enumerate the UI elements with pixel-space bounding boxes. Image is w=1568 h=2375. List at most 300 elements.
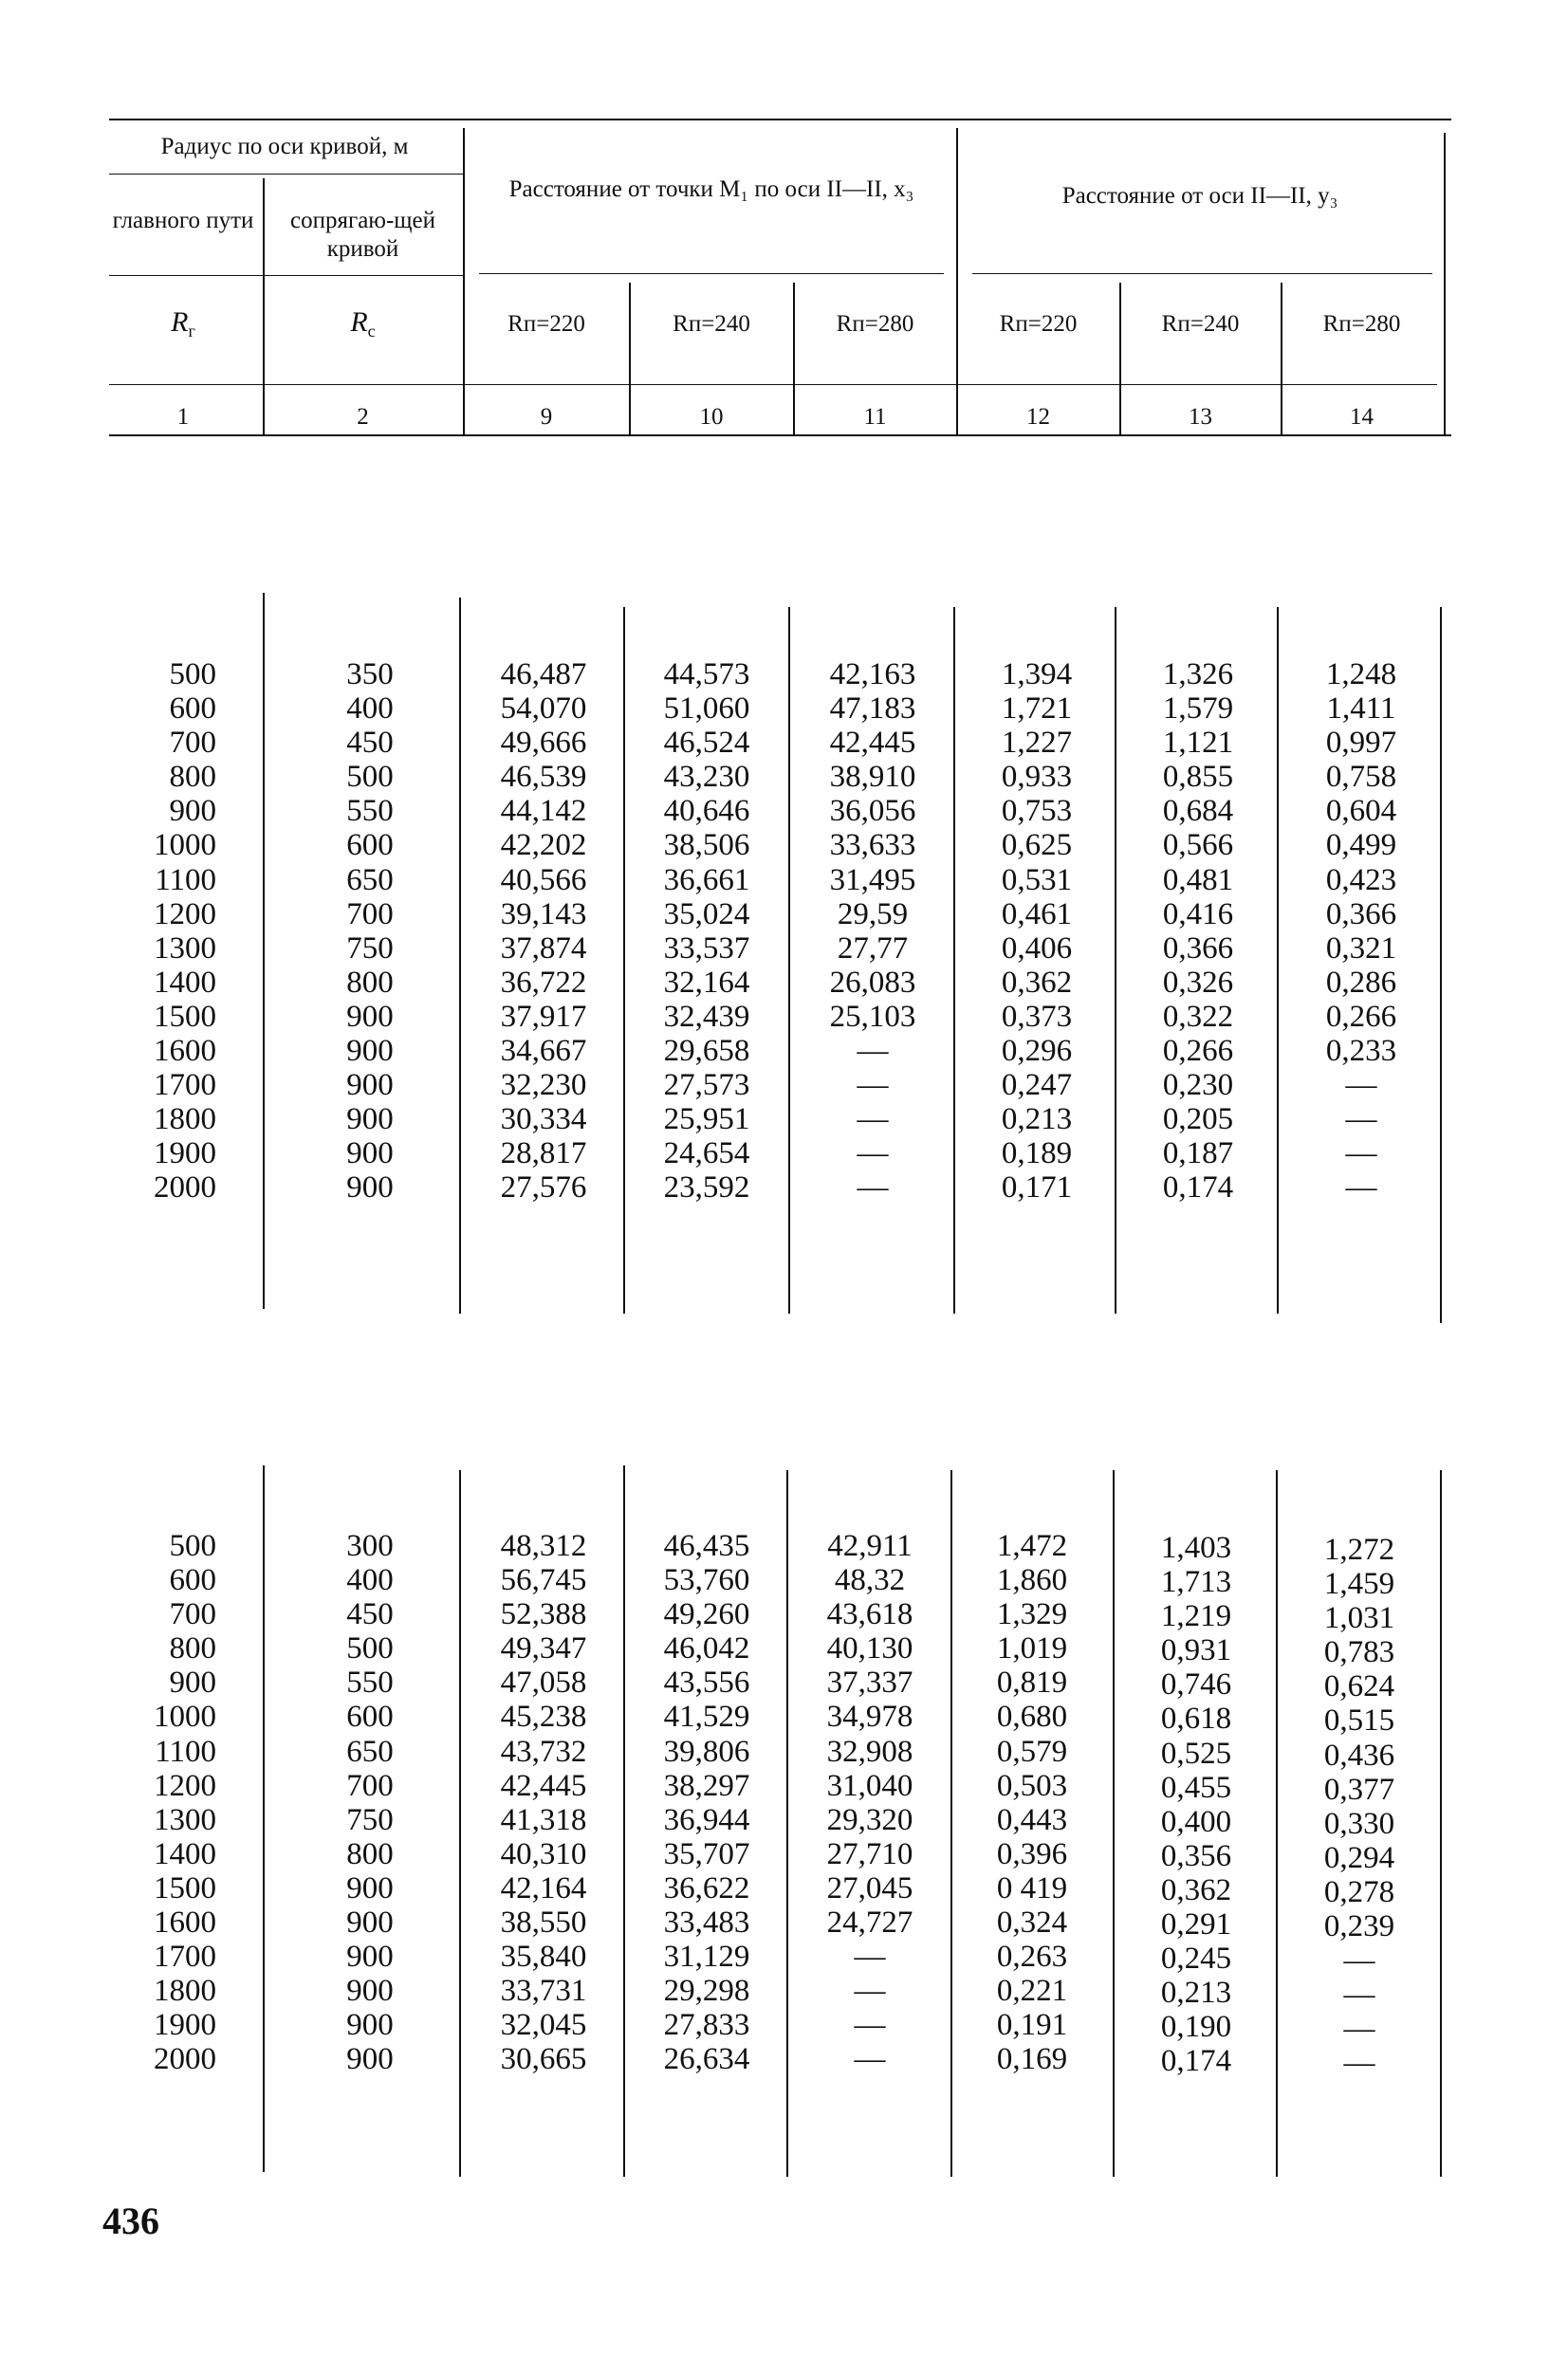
cell: 47,183 xyxy=(829,691,916,727)
header-vline xyxy=(263,178,265,434)
block2-col-y240 xyxy=(1125,1531,1267,2079)
cell: 53,760 xyxy=(663,1563,750,1598)
cell: 0,423 xyxy=(1325,862,1397,897)
col-number: 2 xyxy=(357,404,369,430)
cell: 37,917 xyxy=(500,999,587,1034)
cell: 0,169 xyxy=(996,2042,1068,2077)
cell: 34,667 xyxy=(500,1034,587,1069)
header-hline xyxy=(972,273,1432,274)
cell: 0,324 xyxy=(996,1906,1068,1941)
cell: 900 xyxy=(346,1170,394,1206)
cell: 600 xyxy=(346,1700,394,1735)
cell: 0,321 xyxy=(1325,930,1397,966)
cell: 0,499 xyxy=(1325,828,1397,863)
cell: 900 xyxy=(346,1906,394,1941)
cell: 900 xyxy=(346,1870,394,1906)
cell: 1600 xyxy=(154,1034,216,1069)
cell: 0,263 xyxy=(996,1940,1068,1975)
rg-symbol: $R_г$ xyxy=(171,306,195,341)
cell: 1800 xyxy=(154,1974,216,2009)
cell: 40,646 xyxy=(663,794,750,829)
cell: 0,855 xyxy=(1162,760,1234,795)
cell: 32,230 xyxy=(500,1068,587,1103)
header-top-rule xyxy=(109,119,1451,120)
cell: 0,174 xyxy=(1162,1170,1234,1206)
cell: 33,731 xyxy=(500,1974,587,2009)
cell: 35,840 xyxy=(500,1940,587,1975)
cell: 900 xyxy=(346,1034,394,1069)
cell: 32,439 xyxy=(663,999,750,1034)
cell: 32,045 xyxy=(500,2008,587,2043)
cell: — xyxy=(854,2042,886,2077)
cell: 1200 xyxy=(154,896,216,931)
cell: 48,32 xyxy=(834,1563,906,1598)
rp-240-y: Rп=240 xyxy=(1161,311,1240,337)
cell: 350 xyxy=(346,657,394,691)
cell: 400 xyxy=(346,1563,394,1598)
col-number: 12 xyxy=(1026,404,1050,430)
cell: — xyxy=(1343,1978,1375,2013)
col-number: 9 xyxy=(540,404,553,430)
cell: 35,024 xyxy=(663,896,750,931)
cell: 1300 xyxy=(154,930,216,966)
cell: 39,806 xyxy=(663,1734,750,1769)
rp-280-x: Rп=280 xyxy=(836,311,914,337)
cell: 25,951 xyxy=(663,1102,750,1137)
cell: 1,248 xyxy=(1325,657,1397,691)
cell: 49,260 xyxy=(663,1597,750,1632)
header-hline xyxy=(109,384,1437,385)
cell: 900 xyxy=(346,999,394,1034)
cell: 600 xyxy=(169,691,216,727)
cell: 31,129 xyxy=(663,1940,750,1975)
cell: 0,189 xyxy=(1001,1136,1073,1171)
cell: 38,550 xyxy=(500,1906,587,1941)
cell: 0,239 xyxy=(1323,1909,1395,1944)
cell: 41,318 xyxy=(500,1802,587,1837)
cell: 0,190 xyxy=(1160,2010,1232,2045)
header-vline xyxy=(1444,133,1446,436)
block1-vline xyxy=(623,607,625,1314)
cell: 25,103 xyxy=(829,999,916,1034)
cell: 1,860 xyxy=(996,1563,1068,1598)
cell: 48,312 xyxy=(500,1529,587,1563)
cell: 0,931 xyxy=(1160,1633,1232,1668)
rp-220-y: Rп=220 xyxy=(999,311,1078,337)
cell: 46,539 xyxy=(500,760,587,795)
cell: 29,59 xyxy=(837,896,909,931)
block2-col-x240 xyxy=(636,1529,778,2077)
cell: 300 xyxy=(346,1529,394,1563)
cell: 31,040 xyxy=(826,1768,913,1803)
cell: 900 xyxy=(346,2008,394,2043)
cell: 0 419 xyxy=(996,1870,1068,1906)
cell: 54,070 xyxy=(500,691,587,727)
cell: 26,634 xyxy=(663,2042,750,2077)
block1-vline xyxy=(788,607,790,1314)
cell: 30,334 xyxy=(500,1102,587,1137)
cell: 40,566 xyxy=(500,862,587,897)
cell: 36,056 xyxy=(829,794,916,829)
cell: 0,213 xyxy=(1160,1976,1232,2011)
header-hline xyxy=(479,273,944,274)
cell: 46,524 xyxy=(663,726,750,761)
cell: 600 xyxy=(169,1563,216,1598)
cell: 56,745 xyxy=(500,1563,587,1598)
cell: 800 xyxy=(346,1836,394,1871)
cell: 2000 xyxy=(154,2042,216,2077)
rp-220-x: Rп=220 xyxy=(507,311,585,337)
rp-240-x: Rп=240 xyxy=(673,311,750,337)
block2-vline xyxy=(263,1465,265,2172)
header-vline xyxy=(463,128,465,434)
cell: 43,618 xyxy=(826,1597,913,1632)
cell: 0,322 xyxy=(1162,999,1234,1034)
cell: 33,483 xyxy=(663,1906,750,1941)
cell: 36,622 xyxy=(663,1870,750,1906)
cell: 44,573 xyxy=(663,657,750,691)
block2-col-rc xyxy=(313,1529,427,2077)
cell: 0,579 xyxy=(996,1734,1068,1769)
cell: 1300 xyxy=(154,1802,216,1837)
col-number: 1 xyxy=(176,404,190,430)
block1-vline xyxy=(953,607,955,1314)
cell: 450 xyxy=(346,726,394,761)
cell: 0,503 xyxy=(996,1768,1068,1803)
cell: 23,592 xyxy=(663,1170,750,1206)
cell: 0,997 xyxy=(1325,726,1397,761)
cell: 42,164 xyxy=(500,1870,587,1906)
cell: 900 xyxy=(346,1974,394,2009)
cell: 0,221 xyxy=(996,1974,1068,2009)
cell: 1400 xyxy=(154,965,216,1000)
block2-vline xyxy=(459,1470,461,2177)
cell: 49,347 xyxy=(500,1631,587,1666)
cell: 1,326 xyxy=(1162,657,1234,691)
cell: 43,732 xyxy=(500,1734,587,1769)
cell: — xyxy=(854,2008,886,2043)
cell: 1,219 xyxy=(1160,1599,1232,1634)
block1-col-x280 xyxy=(802,657,944,1206)
cell: 0,515 xyxy=(1323,1703,1395,1739)
cell: 550 xyxy=(346,794,394,829)
cell: 24,727 xyxy=(826,1906,913,1941)
cell: 0,233 xyxy=(1325,1034,1397,1069)
cell: 500 xyxy=(346,1631,394,1666)
cell: 28,817 xyxy=(500,1136,587,1171)
cell: 500 xyxy=(169,1529,216,1563)
cell: — xyxy=(1345,1136,1377,1171)
cell: 0,356 xyxy=(1160,1838,1232,1873)
header-vline xyxy=(1281,283,1282,434)
cell: 1,472 xyxy=(996,1529,1068,1563)
cell: 0,443 xyxy=(996,1802,1068,1837)
cell: 900 xyxy=(169,794,216,829)
cell: 800 xyxy=(169,1631,216,1666)
cell: 42,445 xyxy=(500,1768,587,1803)
block2-vline xyxy=(623,1465,625,2177)
cell: 0,396 xyxy=(996,1836,1068,1871)
header-hline xyxy=(109,174,463,175)
block1-col-rc xyxy=(313,657,427,1206)
rc-symbol: $R_с$ xyxy=(350,306,376,341)
cell: 49,666 xyxy=(500,726,587,761)
cell: 700 xyxy=(346,1768,394,1803)
cell: — xyxy=(857,1136,889,1171)
cell: 800 xyxy=(169,760,216,795)
cell: 1100 xyxy=(155,1734,216,1769)
block1-col-y280 xyxy=(1290,657,1432,1206)
cell: 40,130 xyxy=(826,1631,913,1666)
cell: 33,537 xyxy=(663,930,750,966)
cell: 0,933 xyxy=(1001,760,1073,795)
col-number: 10 xyxy=(699,404,724,430)
cell: 900 xyxy=(346,1136,394,1171)
cell: 0,294 xyxy=(1323,1840,1395,1875)
cell: 1700 xyxy=(154,1068,216,1103)
cell: 0,680 xyxy=(996,1700,1068,1735)
cell: — xyxy=(854,1940,886,1975)
page-number: 436 xyxy=(102,2200,159,2242)
cell: 700 xyxy=(169,1597,216,1632)
cell: 750 xyxy=(346,930,394,966)
col-number: 11 xyxy=(863,404,887,430)
cell: 400 xyxy=(346,691,394,727)
main-track-header: главного пути xyxy=(112,208,254,233)
cell: — xyxy=(1343,2012,1375,2047)
cell: 1,272 xyxy=(1323,1533,1395,1567)
cell: 46,435 xyxy=(663,1529,750,1563)
cell: 37,337 xyxy=(826,1666,913,1701)
cell: 35,707 xyxy=(663,1836,750,1871)
cell: 900 xyxy=(346,1102,394,1137)
cell: 500 xyxy=(346,760,394,795)
cell: 46,487 xyxy=(500,657,587,691)
cell: 1,721 xyxy=(1001,691,1073,727)
cell: 0,366 xyxy=(1162,930,1234,966)
cell: 0,373 xyxy=(1001,999,1073,1034)
cell: 0,525 xyxy=(1160,1736,1232,1771)
cell: 1000 xyxy=(154,1700,216,1735)
cell: 38,910 xyxy=(829,760,916,795)
col-number: 14 xyxy=(1350,404,1374,430)
cell: 1,329 xyxy=(996,1597,1068,1632)
cell: 1400 xyxy=(154,1836,216,1871)
cell: 27,833 xyxy=(663,2008,750,2043)
cell: 0,746 xyxy=(1160,1667,1232,1703)
cell: 0,625 xyxy=(1001,828,1073,863)
cell: 1500 xyxy=(154,1870,216,1906)
cell: 0,266 xyxy=(1162,1034,1234,1069)
cell: 43,230 xyxy=(663,760,750,795)
cell: 900 xyxy=(346,1068,394,1103)
cell: 0,362 xyxy=(1160,1872,1232,1907)
cell: 0,461 xyxy=(1001,896,1073,931)
cell: 29,320 xyxy=(826,1802,913,1837)
cell: 1700 xyxy=(154,1940,216,1975)
block1-vline xyxy=(263,593,265,1309)
cell: — xyxy=(857,1170,889,1206)
cell: 0,330 xyxy=(1323,1806,1395,1841)
cell: 0,213 xyxy=(1001,1102,1073,1137)
cell: 1900 xyxy=(154,2008,216,2043)
cell: 0,291 xyxy=(1160,1907,1232,1942)
cell: 0,783 xyxy=(1323,1635,1395,1670)
cell: 0,230 xyxy=(1162,1068,1234,1103)
block2-col-rg xyxy=(133,1529,216,2077)
cell: 0,174 xyxy=(1160,2044,1232,2079)
block1-col-x220 xyxy=(472,657,615,1206)
cell: 32,908 xyxy=(826,1734,913,1769)
block1-vline xyxy=(1115,607,1116,1314)
cell: 36,944 xyxy=(663,1802,750,1837)
cell: 700 xyxy=(346,896,394,931)
cell: 450 xyxy=(346,1597,394,1632)
block2-vline xyxy=(1440,1470,1442,2177)
cell: 1000 xyxy=(154,828,216,863)
cell: 0,455 xyxy=(1160,1770,1232,1805)
rp-280-y: Rп=280 xyxy=(1322,311,1401,337)
cell: 0,819 xyxy=(996,1666,1068,1701)
cell: 1,394 xyxy=(1001,657,1073,691)
cell: 1500 xyxy=(154,999,216,1034)
header-vline xyxy=(956,128,958,434)
cell: 0,296 xyxy=(1001,1034,1073,1069)
cell: 38,506 xyxy=(663,828,750,863)
cell: 45,238 xyxy=(500,1700,587,1735)
cell: 1,121 xyxy=(1162,726,1234,761)
block1-vline xyxy=(1277,607,1279,1314)
cell: 0,684 xyxy=(1162,794,1234,829)
distance-axis-header: Расстояние от оси II—II, y₃ xyxy=(1061,183,1338,209)
cell: 37,874 xyxy=(500,930,587,966)
block2-vline xyxy=(1276,1470,1278,2177)
cell: 47,058 xyxy=(500,1666,587,1701)
block2-col-x280 xyxy=(799,1529,941,2077)
cell: 500 xyxy=(169,657,216,691)
cell: 36,661 xyxy=(663,862,750,897)
cell: 43,556 xyxy=(663,1666,750,1701)
cell: 0,205 xyxy=(1162,1102,1234,1137)
cell: 33,633 xyxy=(829,828,916,863)
block1-col-rg xyxy=(133,657,216,1206)
cell: 650 xyxy=(346,1734,394,1769)
cell: 0,245 xyxy=(1160,1942,1232,1977)
cell: 0,191 xyxy=(996,2008,1068,2043)
header-vline xyxy=(1119,283,1121,434)
cell: 0,286 xyxy=(1325,965,1397,1000)
cell: 30,665 xyxy=(500,2042,587,2077)
cell: 550 xyxy=(346,1666,394,1701)
cell: 39,143 xyxy=(500,896,587,931)
block1-col-x240 xyxy=(636,657,778,1206)
cell: 27,576 xyxy=(500,1170,587,1206)
cell: 52,388 xyxy=(500,1597,587,1632)
cell: 32,164 xyxy=(663,965,750,1000)
cell: 34,978 xyxy=(826,1700,913,1735)
cell: 42,202 xyxy=(500,828,587,863)
cell: 0,416 xyxy=(1162,896,1234,931)
cell: 51,060 xyxy=(663,691,750,727)
cell: 1,403 xyxy=(1160,1531,1232,1565)
cell: 900 xyxy=(346,2042,394,2077)
cell: — xyxy=(857,1034,889,1069)
block2-vline xyxy=(786,1470,788,2177)
col-number: 13 xyxy=(1189,404,1212,430)
cell: 800 xyxy=(346,965,394,1000)
cell: 0,278 xyxy=(1323,1874,1395,1909)
cell: 27,77 xyxy=(837,930,909,966)
cell: — xyxy=(857,1102,889,1137)
cell: 24,654 xyxy=(663,1136,750,1171)
cell: — xyxy=(857,1068,889,1103)
cell: 1,713 xyxy=(1160,1565,1232,1600)
cell: 0,624 xyxy=(1323,1669,1395,1704)
cell: 27,710 xyxy=(826,1836,913,1871)
cell: 0,481 xyxy=(1162,862,1234,897)
cell: 42,445 xyxy=(829,726,916,761)
cell: 2000 xyxy=(154,1170,216,1206)
cell: 42,163 xyxy=(829,657,916,691)
cell: 1,579 xyxy=(1162,691,1234,727)
block2-vline xyxy=(1113,1470,1115,2177)
cell: — xyxy=(854,1974,886,2009)
cell: 0,377 xyxy=(1323,1772,1395,1807)
header-vline xyxy=(629,283,631,434)
cell: 0,531 xyxy=(1001,862,1073,897)
cell: 1,019 xyxy=(996,1631,1068,1666)
cell: 0,753 xyxy=(1001,794,1073,829)
cell: 0,604 xyxy=(1325,794,1397,829)
cell: 29,658 xyxy=(663,1034,750,1069)
cell: 29,298 xyxy=(663,1974,750,2009)
cell: 600 xyxy=(346,828,394,863)
cell: 1,459 xyxy=(1323,1567,1395,1602)
cell: 700 xyxy=(169,726,216,761)
block1-col-y240 xyxy=(1127,657,1269,1206)
cell: 0,566 xyxy=(1162,828,1234,863)
cell: 0,366 xyxy=(1325,896,1397,931)
cell: — xyxy=(1343,1943,1375,1979)
cell: 46,042 xyxy=(663,1631,750,1666)
cell: 0,758 xyxy=(1325,760,1397,795)
block2-col-x220 xyxy=(472,1529,615,2077)
cell: 36,722 xyxy=(500,965,587,1000)
cell: 1800 xyxy=(154,1102,216,1137)
cell: 41,529 xyxy=(663,1700,750,1735)
cell: 0,362 xyxy=(1001,965,1073,1000)
block2-vline xyxy=(950,1470,952,2177)
cell: 31,495 xyxy=(829,862,916,897)
cell: — xyxy=(1345,1102,1377,1137)
cell: 0,618 xyxy=(1160,1702,1232,1737)
cell: — xyxy=(1343,2046,1375,2081)
cell: 26,083 xyxy=(829,965,916,1000)
cell: 0,326 xyxy=(1162,965,1234,1000)
cell: 0,171 xyxy=(1001,1170,1073,1206)
cell: 27,573 xyxy=(663,1068,750,1103)
cell: 0,436 xyxy=(1323,1738,1395,1773)
mating-curve-header: сопрягаю-щей кривой xyxy=(289,208,436,262)
cell: 1100 xyxy=(155,862,216,897)
cell: — xyxy=(1345,1068,1377,1103)
cell: 44,142 xyxy=(500,794,587,829)
cell: — xyxy=(1345,1170,1377,1206)
header-bottom-rule xyxy=(109,434,1451,436)
cell: 1,227 xyxy=(1001,726,1073,761)
cell: 900 xyxy=(346,1940,394,1975)
block1-col-y220 xyxy=(966,657,1108,1206)
